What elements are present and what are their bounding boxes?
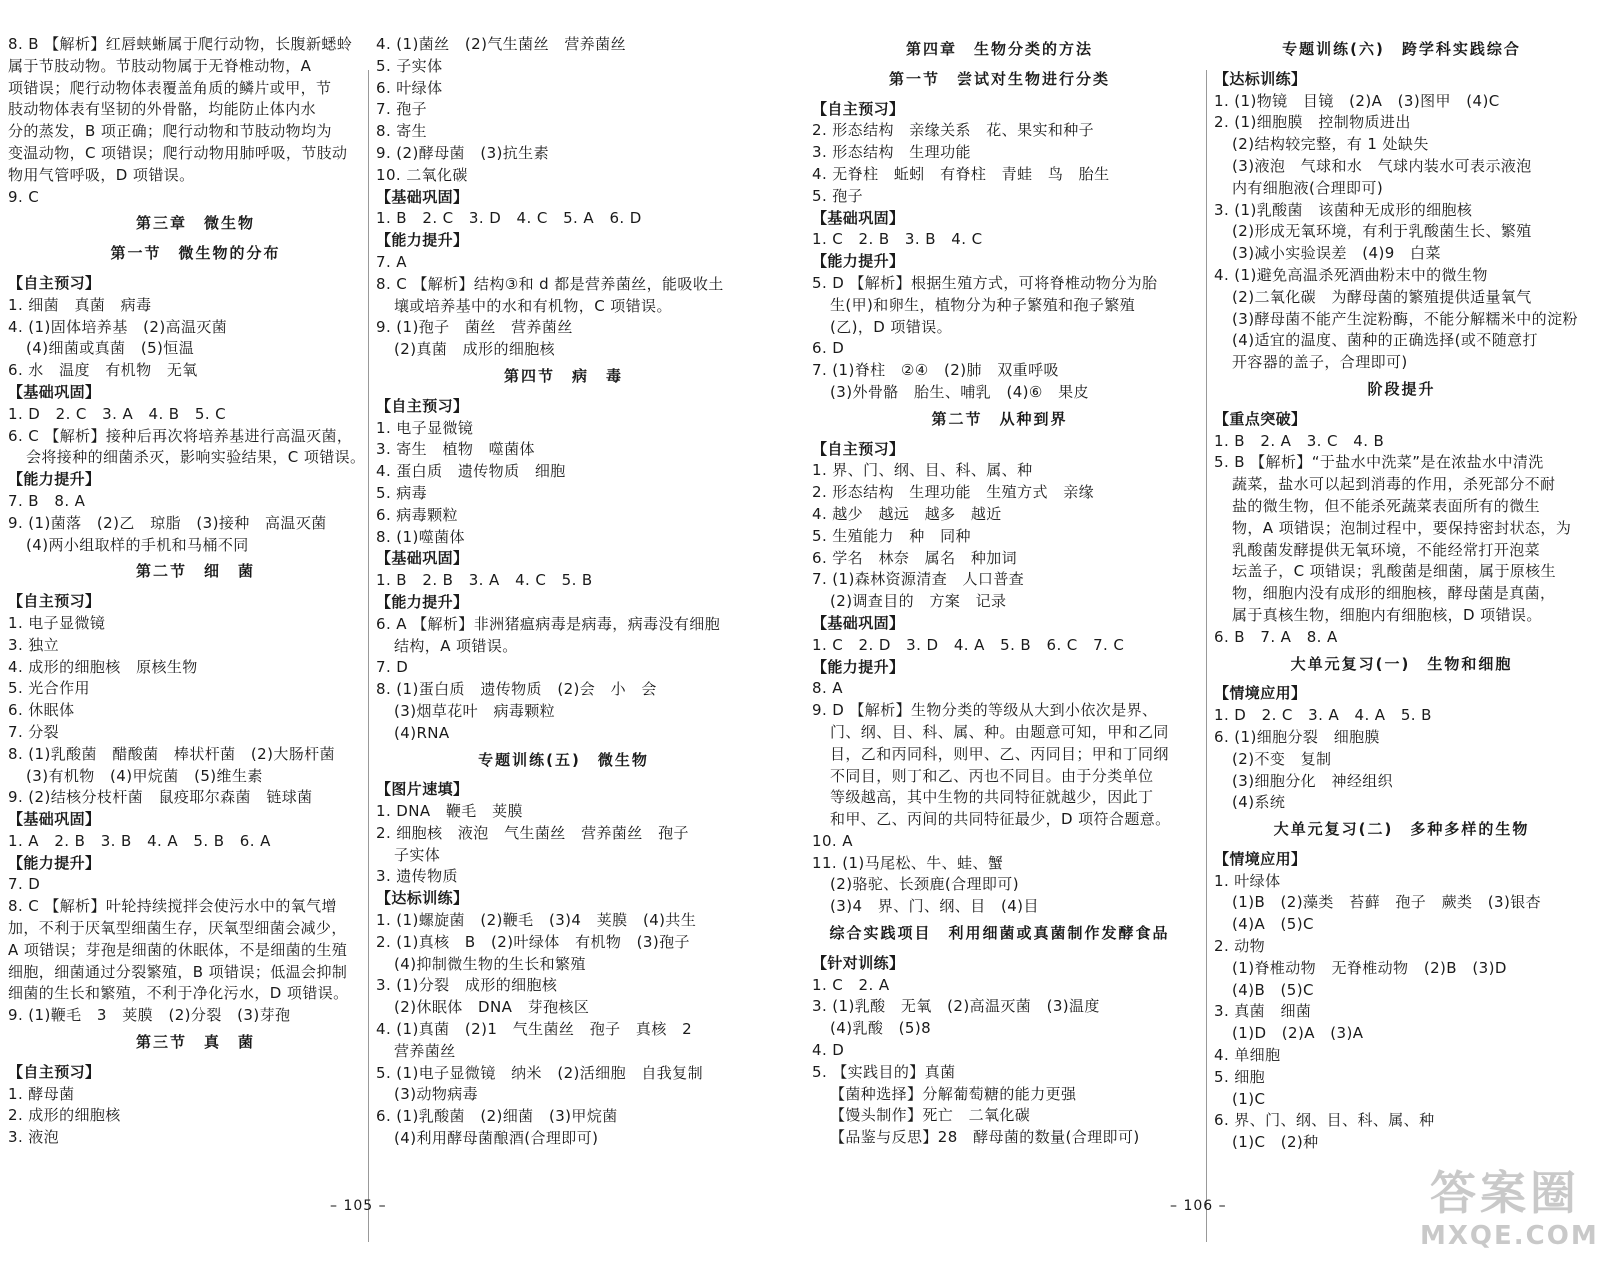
answer-line: 1. 电子显微镜 <box>376 418 474 437</box>
answer-line: 4. (1)菌丝 (2)气生菌丝 营养菌丝 <box>376 35 626 53</box>
answer-line: 和甲、乙、丙间的共同特征最少，D 项符合题意。 <box>830 810 1171 829</box>
subsection-label: 【能力提升】 <box>376 231 469 250</box>
answer-line: (4)B (5)C <box>1232 980 1314 999</box>
answer-line: (3)烟草花叶 病毒颗粒 <box>394 701 556 720</box>
answer-line: 9. D 【解析】生物分类的等级从大到小依次是界、 <box>812 701 1158 720</box>
answer-line: 8. A <box>812 679 843 698</box>
answer-line: 7. D <box>8 875 41 894</box>
answer-line: 4. (1)真菌 (2)1 气生菌丝 孢子 真核 2 <box>376 1020 693 1039</box>
answer-line: 会将接种的细菌杀灭，影响实验结果，C 项错误。 <box>26 448 366 467</box>
section-heading: 第四节 病 毒 <box>503 366 623 385</box>
answer-line: 5. B 【解析】“于盐水中洗菜”是在浓盐水中清洗 <box>1214 453 1544 472</box>
answer-line: 3. 遗传物质 <box>376 867 458 886</box>
answer-line: 6. 学名 林奈 属名 种加词 <box>812 548 1018 567</box>
answer-line: (2)二氧化碳 为酵母菌的繁殖提供适量氧气 <box>1232 287 1532 306</box>
answer-line: 8. (1)乳酸菌 醋酸菌 棒状杆菌 (2)大肠杆菌 <box>8 744 335 763</box>
answer-line: 1. C 2. B 3. B 4. C <box>812 230 983 249</box>
answer-line: (3)酵母菌不能产生淀粉酶，不能分解糯米中的淀粉 <box>1232 309 1578 328</box>
answer-line: 6. 水 温度 有机物 无氧 <box>8 361 198 380</box>
answer-line: 3. (1)分裂 成形的细胞核 <box>376 976 558 995</box>
subsection-label: 【情境应用】 <box>1214 849 1307 868</box>
answer-line: 4. 蛋白质 遗传物质 细胞 <box>376 462 566 481</box>
answer-line: 7. B 8. A <box>8 491 86 510</box>
answer-line: 9. (2)结核分枝杆菌 鼠疫耶尔森菌 链球菌 <box>8 788 313 807</box>
answer-line: 5. 【实践目的】真菌 <box>812 1062 956 1081</box>
answer-line: 6. (1)细胞分裂 细胞膜 <box>1214 727 1380 746</box>
section-heading: 大单元复习(一) 生物和细胞 <box>1290 654 1513 673</box>
answer-line: 开容器的盖子，合理即可) <box>1232 353 1408 372</box>
answer-line: (2)调查目的 方案 记录 <box>830 592 1007 611</box>
answer-line: (4)系统 <box>1232 793 1286 812</box>
answer-line: (4)细菌或真菌 (5)恒温 <box>26 339 195 358</box>
answer-line: (4)两小组取样的手机和马桶不同 <box>26 535 249 554</box>
answer-line: 项错误；爬行动物体表覆盖角质的鳞片或甲，节 <box>8 78 332 97</box>
answer-line: 加，不利于厌氧型细菌生存，厌氧型细菌会减少， <box>8 919 347 938</box>
subsection-label: 【自主预习】 <box>812 99 905 118</box>
answer-line: (1)C (2)种 <box>1232 1133 1319 1152</box>
answer-line: 2. 形态结构 生理功能 生殖方式 亲缘 <box>812 483 1095 502</box>
section-heading: 专题训练(六) 跨学科实践综合 <box>1282 40 1521 58</box>
answer-line: (3)液泡 气球和水 气球内装水可表示液泡 <box>1232 156 1532 175</box>
answer-line: 8. C 【解析】叶轮持续搅拌会使污水中的氧气增 <box>8 897 337 916</box>
section-heading: 综合实践项目 利用细菌或真菌制作发酵食品 <box>829 924 1170 943</box>
section-heading: 第二节 从种到界 <box>931 409 1068 428</box>
answer-line: 内有细胞液(合理即可) <box>1232 178 1384 197</box>
answer-line: 4. 成形的细胞核 原核生物 <box>8 657 198 676</box>
answer-line: 4. 越少 越远 越多 越近 <box>812 504 1002 523</box>
answer-line: 5. D 【解析】根据生殖方式，可将脊椎动物分为胎 <box>812 273 1158 292</box>
subsection-label: 【图片速填】 <box>376 780 469 799</box>
answer-line: 肢动物体表有坚韧的外骨骼，均能防止体内水 <box>8 100 317 119</box>
answer-line: (4)A (5)C <box>1232 915 1314 934</box>
answer-line: 9. (2)酵母菌 (3)抗生素 <box>376 143 549 162</box>
section-heading: 大单元复习(二) 多种多样的生物 <box>1273 820 1530 839</box>
answer-line: (2)真菌 成形的细胞核 <box>394 340 556 359</box>
answer-line: 4. D <box>812 1041 845 1060</box>
answer-line: 1. (1)物镜 目镜 (2)A (3)图甲 (4)C <box>1214 91 1500 110</box>
column-2 <box>376 34 751 1150</box>
answer-line: A 项错误；芽孢是细菌的休眠体，不是细菌的生殖 <box>8 940 348 959</box>
answer-line: 结构，A 项错误。 <box>394 636 518 655</box>
subsection-label: 【能力提升】 <box>812 252 905 271</box>
answer-line: 1. B 2. C 3. D 4. C 5. A 6. D <box>376 209 642 228</box>
answer-line: 3. (1)乳酸 无氧 (2)高温灭菌 (3)温度 <box>812 997 1100 1016</box>
answer-line: 【品鉴与反思】28 酵母菌的数量(合理即可) <box>830 1128 1140 1147</box>
answer-line: (1)脊椎动物 无脊椎动物 (2)B (3)D <box>1232 958 1507 977</box>
answer-line: 2. 细胞核 液泡 气生菌丝 营养菌丝 孢子 <box>376 823 689 842</box>
answer-line: 3. 独立 <box>8 635 60 654</box>
subsection-label: 【自主预习】 <box>8 273 101 292</box>
subsection-label: 【能力提升】 <box>376 592 469 611</box>
answer-line: 营养菌丝 <box>394 1041 456 1060</box>
answer-line: 7. 分裂 <box>8 722 60 741</box>
subsection-label: 【基础巩固】 <box>8 382 101 401</box>
answer-line: 盐的微生物，但不能杀死蔬菜表面所有的微生 <box>1232 496 1541 515</box>
subsection-label: 【情境应用】 <box>1214 684 1307 703</box>
answer-line: 4. 无脊柱 蚯蚓 有脊柱 青蛙 鸟 胎生 <box>812 164 1110 183</box>
answer-line: 3. 液泡 <box>8 1128 60 1147</box>
subsection-label: 【自主预习】 <box>8 592 101 611</box>
answer-line: 3. 形态结构 生理功能 <box>812 143 971 162</box>
answer-line: 1. 酵母菌 <box>8 1084 75 1103</box>
subsection-label: 【针对训练】 <box>812 953 905 972</box>
page-number-right: – 106 – <box>1170 1198 1227 1214</box>
answer-line: 细胞，细菌通过分裂繁殖，B 项错误；低温会抑制 <box>8 962 348 981</box>
answer-line: 8. (1)蛋白质 遗传物质 (2)会 小 会 <box>376 680 657 699</box>
answer-line: 9. (1)鞭毛 3 荚膜 (2)分裂 (3)芽孢 <box>8 1006 291 1025</box>
answer-line: 1. (1)螺旋菌 (2)鞭毛 (3)4 荚膜 (4)共生 <box>376 911 697 930</box>
answer-line: 生(甲)和卵生，植物分为种子繁殖和孢子繁殖 <box>830 295 1136 314</box>
answer-line: 变温动物，C 项错误；爬行动物用肺呼吸，节肢动 <box>8 143 348 162</box>
watermark-text: 答案圈 <box>1430 1166 1580 1220</box>
answer-line: 8. C 【解析】结构③和 d 都是营养菌丝，能吸收土 <box>376 274 724 293</box>
answer-line: 10. A <box>812 831 853 850</box>
answer-line: 壤或培养基中的水和有机物，C 项错误。 <box>394 296 672 315</box>
answer-line: 2. 动物 <box>1214 937 1266 956</box>
answer-line: 11. (1)马尾松、牛、蛙、蟹 <box>812 853 1004 872</box>
answer-line: 坛盖子，C 项错误；乳酸菌是细菌，属于原核生 <box>1232 562 1557 581</box>
answer-line: 7. A <box>376 252 407 271</box>
answer-line: 7. (1)森林资源清查 人口普查 <box>812 570 1025 589</box>
section-heading: 第三章 微生物 <box>135 214 255 233</box>
answer-line: 1. D 2. C 3. A 4. B 5. C <box>8 404 227 423</box>
answer-line: 目，乙和丙同科，则甲、乙、丙同目；甲和丁同纲 <box>830 744 1169 763</box>
subsection-label: 【基础巩固】 <box>812 613 905 632</box>
answer-line: 4. 单细胞 <box>1214 1046 1281 1065</box>
answer-line: 3. 真菌 细菌 <box>1214 1002 1312 1021</box>
column-4 <box>1214 34 1589 1154</box>
answer-line: (4)适宜的温度、菌种的正确选择(或不随意打 <box>1232 331 1538 350</box>
answer-line: 物，A 项错误；泡制过程中，要保持密封状态，为 <box>1232 518 1572 537</box>
answer-line: 5. 细胞 <box>1214 1067 1266 1086</box>
answer-line: 1. C 2. A <box>812 975 890 994</box>
answer-line: 3. 寄生 植物 噬菌体 <box>376 440 535 459</box>
answer-line: 蔬菜，盐水可以起到消毒的作用，杀死部分不耐 <box>1232 475 1556 494</box>
answer-line: 9. C <box>8 187 40 206</box>
answer-line: (3)动物病毒 <box>394 1085 479 1104</box>
answer-line: 6. D <box>812 339 845 358</box>
answer-line: 5. 子实体 <box>376 56 443 75</box>
answer-line: 2. 形态结构 亲缘关系 花、果实和种子 <box>812 121 1095 140</box>
answer-line: 4. (1)固体培养基 (2)高温灭菌 <box>8 317 228 336</box>
answer-line: (3)细胞分化 神经组织 <box>1232 771 1394 790</box>
watermark-logo <box>1420 1165 1599 1260</box>
answer-line: 1. 电子显微镜 <box>8 613 106 632</box>
section-heading: 第二节 细 菌 <box>135 562 255 581</box>
answer-line: 7. 孢子 <box>376 100 428 119</box>
section-heading: 阶段提升 <box>1367 379 1436 398</box>
answer-line: 8. (1)噬菌体 <box>376 527 465 546</box>
page-number-left: – 105 – <box>330 1198 387 1214</box>
answer-line: 1. 叶绿体 <box>1214 871 1281 890</box>
answer-line: 6. (1)乳酸菌 (2)细菌 (3)甲烷菌 <box>376 1107 618 1126</box>
answer-line: 10. 二氧化碳 <box>376 165 468 184</box>
answer-line: 子实体 <box>394 845 441 864</box>
answer-line: (4)抑制微生物的生长和繁殖 <box>394 954 586 973</box>
answer-line: (1)B (2)藻类 苔藓 孢子 蕨类 (3)银杏 <box>1232 893 1542 912</box>
answer-line: 1. 细菌 真菌 病毒 <box>8 295 152 314</box>
answer-line: (4)利用酵母菌酿酒(合理即可) <box>394 1129 599 1148</box>
answer-line: 2. (1)真核 B (2)叶绿体 有机物 (3)孢子 <box>376 932 690 951</box>
subsection-label: 【自主预习】 <box>8 1062 101 1081</box>
answer-line: (2)形成无氧环境，有利于乳酸菌生长、繁殖 <box>1232 222 1532 241</box>
answer-line: 5. 孢子 <box>812 186 864 205</box>
subsection-label: 【自主预习】 <box>376 396 469 415</box>
answer-line: 乳酸菌发酵提供无氧环境，不能经常打开泡菜 <box>1232 540 1541 559</box>
answer-line: 【菌种选择】分解葡萄糖的能力更强 <box>830 1084 1077 1103</box>
section-heading: 第四章 生物分类的方法 <box>905 40 1093 58</box>
answer-line: 7. (1)脊柱 ②④ (2)肺 双重呼吸 <box>812 361 1059 380</box>
section-heading: 第一节 尝试对生物进行分类 <box>888 69 1110 88</box>
watermark-domain: MXQE.COM <box>1420 1221 1599 1251</box>
subsection-label: 【能力提升】 <box>8 470 101 489</box>
answer-line: 分的蒸发，B 项正确；爬行动物和节肢动物均为 <box>8 122 332 141</box>
section-heading: 第一节 微生物的分布 <box>110 244 281 263</box>
answer-line: 6. B 7. A 8. A <box>1214 627 1338 646</box>
answer-line: (3)4 界、门、纲、目 (4)目 <box>830 897 1039 916</box>
section-heading: 第三节 真 菌 <box>135 1033 255 1052</box>
answer-line: 物用气管呼吸，D 项错误。 <box>8 165 195 184</box>
answer-line: 2. (1)细胞膜 控制物质进出 <box>1214 113 1411 132</box>
answer-line: 9. (1)孢子 菌丝 营养菌丝 <box>376 318 573 337</box>
answer-line: (1)D (2)A (3)A <box>1232 1024 1364 1043</box>
answer-line: 3. (1)乳酸菌 该菌种无成形的细胞核 <box>1214 200 1473 219</box>
answer-line: 1. DNA 鞭毛 荚膜 <box>376 802 523 821</box>
answer-line: 5. (1)电子显微镜 纳米 (2)活细胞 自我复制 <box>376 1063 703 1082</box>
answer-line: 1. 界、门、纲、目、科、属、种 <box>812 461 1033 480</box>
answer-line: 属于节肢动物。节肢动物属于无脊椎动物，A <box>8 56 312 75</box>
subsection-label: 【重点突破】 <box>1214 409 1307 428</box>
answer-line: 6. 病毒颗粒 <box>376 505 458 524</box>
answer-line: 1. A 2. B 3. B 4. A 5. B 6. A <box>8 831 271 850</box>
answer-line: 等级越高，其中生物的共同特征就越少，因此丁 <box>830 788 1154 807</box>
subsection-label: 【基础巩固】 <box>8 810 101 829</box>
column-divider <box>368 70 369 1242</box>
answer-line: 5. 生殖能力 种 同种 <box>812 526 971 545</box>
answer-line: 【馒头制作】死亡 二氧化碳 <box>830 1106 1031 1125</box>
answer-line: 8. 寄生 <box>376 122 428 141</box>
column-divider <box>1206 70 1207 1242</box>
answer-line: 6. A 【解析】非洲猪瘟病毒是病毒，病毒没有细胞 <box>376 614 721 633</box>
answer-line: 属于真核生物，细胞内有细胞核，D 项错误。 <box>1232 605 1542 624</box>
answer-line: (4)RNA <box>394 723 450 742</box>
answer-line: 5. 光合作用 <box>8 679 90 698</box>
answer-line: 不同目，则丁和乙、丙也不同目。由于分类单位 <box>830 766 1154 785</box>
answer-line: 1. C 2. D 3. D 4. A 5. B 6. C 7. C <box>812 635 1125 654</box>
answer-line: (2)骆驼、长颈鹿(合理即可) <box>830 875 1019 894</box>
answer-line: 物，细胞内没有成形的细胞核，酵母菌是真菌， <box>1232 584 1556 603</box>
answer-line: 6. 叶绿体 <box>376 78 443 97</box>
answer-line: (2)休眠体 DNA 芽孢核区 <box>394 998 590 1017</box>
answer-line: 4. (1)避免高温杀死酒曲粉末中的微生物 <box>1214 265 1488 284</box>
answer-line: 8. B 【解析】红唇蛱蜥属于爬行动物，长腹新蟋蛉 <box>8 35 353 53</box>
column-3 <box>812 34 1187 1149</box>
answer-line: (2)不变 复制 <box>1232 749 1332 768</box>
subsection-label: 【达标训练】 <box>1214 69 1307 88</box>
subsection-label: 【基础巩固】 <box>376 549 469 568</box>
section-heading: 专题训练(五) 微生物 <box>478 750 649 769</box>
answer-line: (3)外骨骼 胎生、哺乳 (4)⑥ 果皮 <box>830 382 1089 401</box>
subsection-label: 【基础巩固】 <box>376 187 469 206</box>
subsection-label: 【能力提升】 <box>8 853 101 872</box>
answer-line: (1)C <box>1232 1089 1266 1108</box>
subsection-label: 【达标训练】 <box>376 889 469 908</box>
answer-line: 1. D 2. C 3. A 4. A 5. B <box>1214 706 1432 725</box>
answer-line: (2)结构较完整，有 1 处缺失 <box>1232 135 1429 154</box>
answer-line: 门、纲、目、科、属、种。由题意可知，甲和乙同 <box>830 722 1169 741</box>
answer-line: (4)乳酸 (5)8 <box>830 1019 932 1038</box>
column-1 <box>8 34 383 1149</box>
answer-line: (乙)，D 项错误。 <box>830 317 953 336</box>
answer-line: 6. C 【解析】接种后再次将培养基进行高温灭菌， <box>8 426 353 445</box>
subsection-label: 【能力提升】 <box>812 657 905 676</box>
answer-line: 7. D <box>376 658 409 677</box>
answer-line: 6. 休眠体 <box>8 701 75 720</box>
subsection-label: 【自主预习】 <box>812 439 905 458</box>
answer-line: 9. (1)菌落 (2)乙 琼脂 (3)接种 高温灭菌 <box>8 513 327 532</box>
answer-line: 细菌的生长和繁殖，不利于净化污水，D 项错误。 <box>8 984 349 1003</box>
answer-line: 1. B 2. A 3. C 4. B <box>1214 431 1385 450</box>
answer-line: 5. 病毒 <box>376 483 428 502</box>
answer-line: (3)减小实验误差 (4)9 白菜 <box>1232 244 1441 263</box>
answer-line: 2. 成形的细胞核 <box>8 1106 121 1125</box>
answer-line: (3)有机物 (4)甲烷菌 (5)维生素 <box>26 766 263 785</box>
subsection-label: 【基础巩固】 <box>812 208 905 227</box>
answer-line: 6. 界、门、纲、目、科、属、种 <box>1214 1111 1435 1130</box>
answer-line: 1. B 2. B 3. A 4. C 5. B <box>376 571 593 590</box>
